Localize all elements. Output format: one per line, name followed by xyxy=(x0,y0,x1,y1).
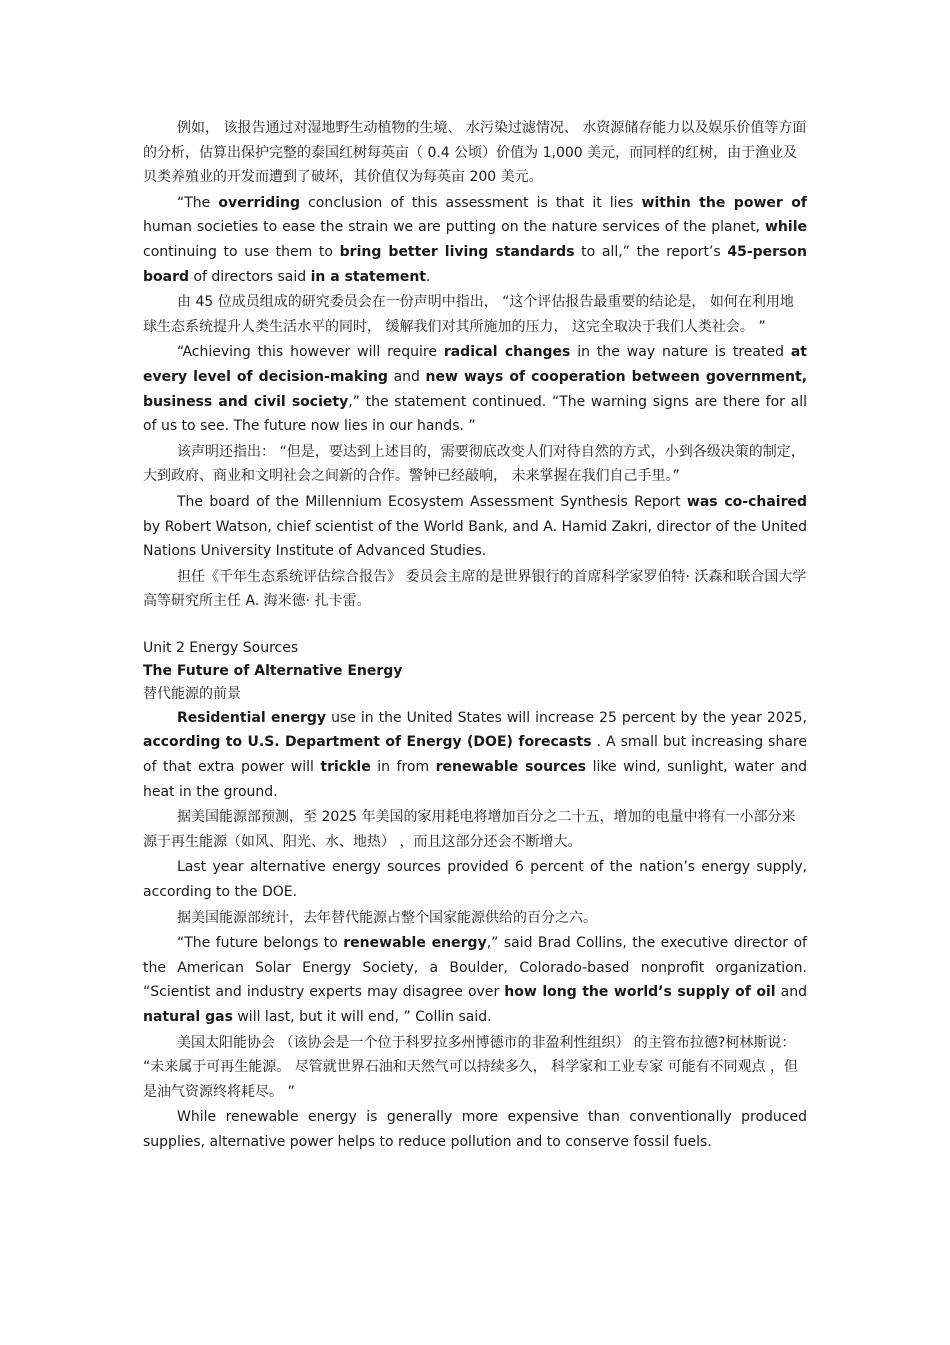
text-run: and xyxy=(775,984,807,1001)
article-title-cn: 替代能源的前景 xyxy=(143,685,241,702)
bold-phrase: at every level of decision-making xyxy=(143,344,807,385)
paragraph-en-2 xyxy=(143,191,807,289)
text-run: will last, but it will end, ” Collin said. xyxy=(232,1009,492,1025)
text-run: of directors said xyxy=(189,268,311,285)
paragraph-cn-5: 据美国能源部预测，至 2025 年美国的家用耗电将增加百分之二十五，增加的电量中将有一小部分来源于再生能源（如风、阳光、水、地热） ，而且这部分还会不断增大。 xyxy=(143,809,796,850)
paragraph-cn-1: 例如， 该报告通过对湿地野生动植物的生境、 水污染过滤情况、 水资源储存能力以及娱乐价值等方面的分析，估算出保护完整的泰国红树每英亩（ 0.4 公顷）价值为 1,000 美元，而同样的红树，由于渔业及贝类养殖业的开发而遭到了破坏，其价值仅为每英亩 200 美元。 xyxy=(143,120,807,186)
paragraph-cn-4: 担任《千年生态系统评估综合报告》 委员会主席的是世界银行的首席科学家罗伯特· 沃森和联合国大学高等研究所主任 A. 海米德· 扎卡雷。 xyxy=(143,568,807,610)
paragraph-en-5 xyxy=(143,706,807,804)
text-run: Last year alternative energy sources provided 6 percent of the nation’s energy supply, according to the DOE. xyxy=(143,859,807,901)
bold-phrase: overriding xyxy=(218,194,301,211)
bold-phrase: natural gas xyxy=(143,1009,233,1025)
text-run: . A small but increasing share of that extra power will xyxy=(143,734,807,776)
paragraph-cn-2: 由 45 位成员组成的研究委员会在一份声明中指出， “这个评估报告最重要的结论是， 如何在利用地球生态系统提升人类生活水平的同时， 缓解我们对其所施加的压力， 这完全取决于我们人类社会。 ” xyxy=(143,294,794,335)
text-run: ,” said Brad Collins, the executive director of the American Solar Energy Society, a Boulder, Colorado-based nonprofit organization. “Scientist and industry experts may disagree over xyxy=(143,935,807,1001)
bold-phrase: while xyxy=(765,219,807,236)
document-page xyxy=(143,116,807,1156)
bold-phrase: new ways of cooperation between government, business and civil society xyxy=(143,368,808,410)
text-run: in from xyxy=(370,759,436,776)
bold-phrase: radical changes xyxy=(443,344,571,361)
bold-phrase: how long the world’s supply of oil xyxy=(504,984,776,1001)
text-run: “The xyxy=(177,194,219,211)
bold-phrase: Residential energy xyxy=(177,709,327,726)
paragraph-cn-3: 该声明还指出： “但是，要达到上述目的，需要彻底改变人们对待自然的方式，小到各级决策的制定， 大到政府、商业和文明社会之间新的合作。警钟已经敲响， 未来掌握在我们自己手里。” xyxy=(143,443,805,485)
bold-phrase: renewable energy xyxy=(343,935,487,952)
paragraph-en-8 xyxy=(143,1105,807,1154)
text-run: “The future belongs to xyxy=(177,935,344,952)
paragraph-cn-6: 据美国能源部统计，去年替代能源占整个国家能源供给的百分之六。 xyxy=(177,909,597,926)
paragraph-en-7 xyxy=(143,931,807,1029)
unit-title: Unit 2 Energy Sources xyxy=(143,639,299,656)
bold-phrase: according to U.S. Department of Energy (DOE) forecasts xyxy=(143,734,592,751)
text-run: conclusion of this assessment is that it lies xyxy=(300,194,642,211)
text-run: “Achieving this however will require xyxy=(177,344,444,361)
section-spacer xyxy=(143,615,807,637)
paragraph-cn-7: 美国太阳能协会 （该协会是一个位于科罗拉多州博德市的非盈利性组织） 的主管布拉德?柯林斯说： “未来属于可再生能源。 尽管就世界石油和天然气可以持续多久， 科学家和工业专家 可能有不同观点 ，但是油气资源终将耗尽。 ” xyxy=(143,1034,799,1100)
bold-phrase: 45-person board xyxy=(143,243,807,285)
text-run: by Robert Watson, chief scientist of the World Bank, and A. Hamid Zakri, director of the United Nations University Institute of Advanced Studies. xyxy=(143,518,807,560)
article-title: The Future of Alternative Energy xyxy=(143,662,403,679)
text-run: use in the United States will increase 25 percent by the year 2025, xyxy=(326,709,808,726)
bold-phrase: within the power of xyxy=(641,194,807,211)
bold-phrase: renewable sources xyxy=(435,759,587,776)
bold-phrase: bring better living standards xyxy=(339,243,575,260)
text-run: and xyxy=(387,368,426,385)
text-run: like wind, sunlight, water and heat in the ground. xyxy=(143,759,807,800)
bold-phrase: trickle xyxy=(320,759,371,776)
text-run: . xyxy=(425,268,431,285)
bold-phrase: was co-chaired xyxy=(686,493,808,510)
paragraph-en-3 xyxy=(143,340,807,438)
text-run: in the way nature is treated xyxy=(570,344,791,361)
text-run: The board of the Millennium Ecosystem Assessment Synthesis Report xyxy=(177,493,687,510)
paragraph-en-6 xyxy=(143,855,807,904)
text-run: human societies to ease the strain we are putting on the nature services of the planet, xyxy=(143,219,765,236)
paragraph-en-4 xyxy=(143,490,807,564)
text-run: ,” the statement continued. “The warning signs are there for all of us to see. The future now lies in our hands. ” xyxy=(143,393,807,435)
text-run: continuing to use them to xyxy=(143,243,340,260)
bold-phrase: in a statement xyxy=(310,268,426,285)
text-run: to all,” the report’s xyxy=(574,243,728,260)
text-run: While renewable energy is generally more expensive than conventionally produced supplies, alternative power helps to reduce pollution and to conserve fossil fuels. xyxy=(143,1109,807,1150)
